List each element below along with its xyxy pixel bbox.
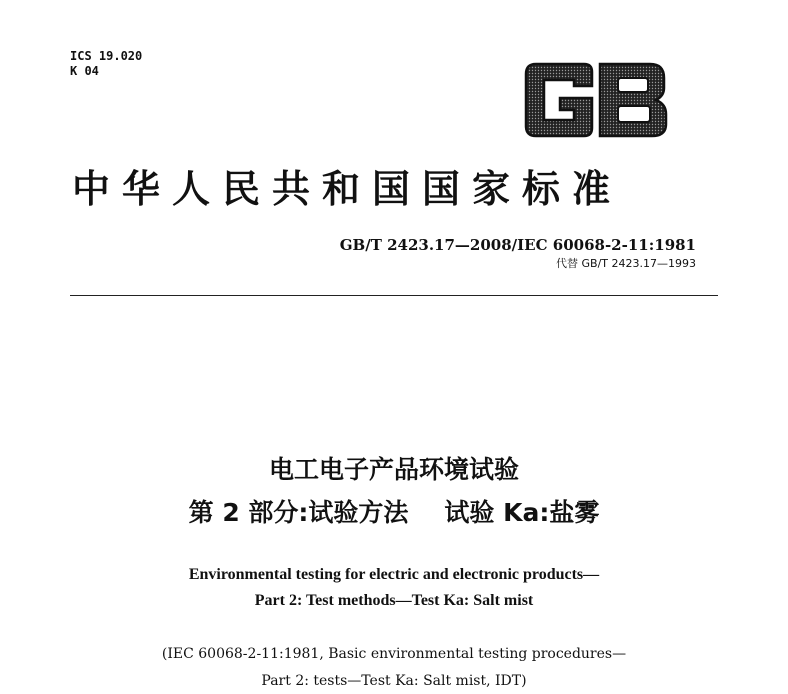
standard-code: GB/T 2423.17—2008/IEC 60068-2-11:1981 <box>339 236 696 254</box>
classification-codes <box>70 49 142 79</box>
ccs-code: K 04 <box>70 64 99 78</box>
national-standard-title: 中华人民共和国国家标准 <box>72 167 623 211</box>
english-title-line-2: Part 2: Test methods—Test Ka: Salt mist <box>254 592 534 609</box>
iec-reference-line-1: (IEC 60068-2-11:1981, Basic environmental testing procedures— <box>161 646 627 662</box>
gb-letters-icon <box>526 64 666 136</box>
english-title-line-1: Environmental testing for electric and electronic products— <box>188 566 600 583</box>
iec-reference-line-2: Part 2: tests—Test Ka: Salt mist, IDT) <box>261 673 527 689</box>
header-divider <box>70 295 718 296</box>
ics-code: ICS 19.020 <box>70 49 143 63</box>
chinese-title-part: 第 2 部分:试验方法 <box>188 498 409 527</box>
chinese-title-line-1: 电工电子产品环境试验 <box>268 455 519 484</box>
replaces-standard: 代替 GB/T 2423.17—1993 <box>556 257 696 270</box>
gb-logo <box>516 60 672 140</box>
chinese-title-line-2 <box>0 493 788 529</box>
chinese-title-test: 试验 Ka:盐雾 <box>444 498 600 527</box>
